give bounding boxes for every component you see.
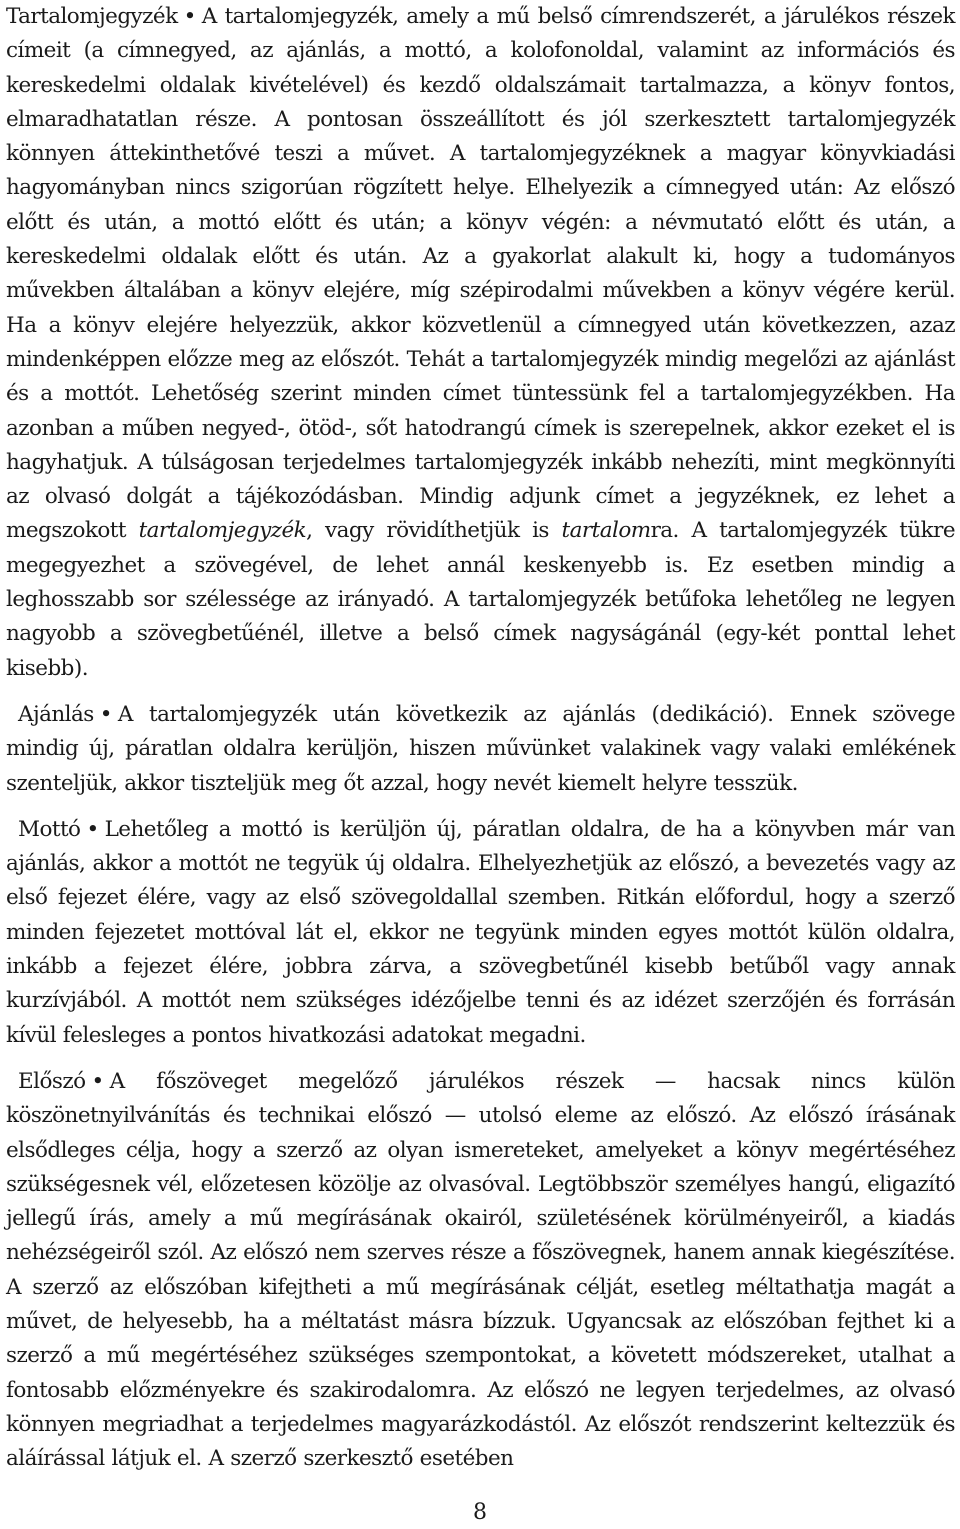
body-text: A tartalomjegyzék után következik az ajánlás (dedikáció). Ennek szövege mindig új, páratlan oldalra kerüljön, hiszen művünket valakinek vagy valaki emlékének szenteljük, akkor tiszteljük meg őt azzal, hogy nevét kiemelt helyre tesszük. (6, 701, 955, 796)
page-number: 8 (473, 1500, 487, 1525)
section-heading: Előszó (18, 1068, 86, 1094)
body-text: ra. A tartalomjegyzék tükre megegyezhet a szövegével, de lehet annál keskenyebb is. Ez esetben mindig a leghosszabb sor szélessége az irányadó. A tartalomjegyzék betűfoka lehetőleg ne legyen nagyobb a szövegbetűénél, illetve a belső címek nagyságánál (egy-két ponttal lehet kisebb). (6, 518, 956, 681)
body-text: Lehetőleg a mottó is kerüljön új, páratlan oldalra, de ha a könyvben már van ajánlás, akkor a mottót ne tegyük új oldalra. Elhelyezhetjük az előszó, a bevezetés vagy az első fejezet élére, vagy az első szövegoldallal szemben. Ritkán előfordul, hogy a szerző minden fejezetet mottóval lát el, ekkor ne tegyünk minden egyes mottót külön oldalra, inkább a fejezet élére, jobbra zárva, a szövegbetűnél kisebb betűből vagy annak kurzívjából. A mottót nem szükséges idézőjelbe tenni és az idézet szerzőjén és forrásán kívül felesleges a pontos hivatkozási adatokat megadni. (6, 816, 955, 1048)
bullet-separator: • (86, 816, 99, 842)
section-tartalomjegyzek (6, 0, 955, 686)
section-eloszo (6, 1065, 955, 1477)
body-text: A tartalomjegyzék, amely a mű belső címrendszerét, a járulékos részek címeit (a címnegyed, az ajánlás, a mottó, a kolofonoldal, valamint az információs és kereskedelmi oldalak kivételével) és kezdő oldalszámait tartalmazza, a könyv fontos, elmaradhatatlan része. A pontosan összeállított és jól szerkesztett tartalomjegyzék könnyen áttekinthetővé teszi a művet. A tartalomjegyzéknek a magyar könyvkiadási hagyományban nincs szigorúan rögzített helye. Elhelyezik a címnegyed után: Az előszó előtt és után, a mottó előtt és után; a könyv végén: a névmutató előtt és után, a kereskedelmi oldalak előtt és után. Az a gyakorlat alakult ki, hogy a tudományos művekben általában a könyv elejére, míg szépirodalmi művekben a könyv végére kerül. Ha a könyv elejére helyezzük, akkor közvetlenül a címnegyed után következzen, azaz mindenképpen előzze meg az előszót. Tehát a tartalomjegyzék mindig megelőzi az ajánlást és a mottót. Lehetőség szerint minden címet tüntessünk fel a tartalomjegyzékben. Ha azonban a műben negyed-, ötöd-, sőt hatodrangú címek is szerepelnek, akkor ezeket el is hagyhatjuk. A túlságosan terjedelmes tartalomjegyzék inkább nehezíti, mint megkönnyíti az olvasó dolgát a tájékozódásban. Mindig adjunk címet a jegyzéknek, ez lehet a megszokott (6, 4, 955, 544)
section-heading: Ajánlás (18, 701, 94, 727)
section-motto (6, 813, 955, 1053)
body-text: A főszöveget megelőző járulékos részek — hacsak nincs külön köszönetnyilvánítás és technikai előszó — utolsó eleme az előszó. Az előszó írásának elsődleges célja, hogy a szerző az olyan ismereteket, amelyeket a könyv megértéséhez szükségesnek vél, előzetesen közölje az olvasóval. Legtöbbször személyes hangú, eligazító jellegű írás, amely a mű megírásának okairól, születésének körülményeiről, a kiadás nehézségeiről szól. Az előszó nem szerves része a főszövegnek, hanem annak kiegészítése. A szerző az előszóban kifejtheti a mű megírásának célját, esetleg méltathatja magát a művet, de helyesebb, ha a méltatást másra bízzuk. Ugyancsak az előszóban fejthet ki a szerző a mű megértéséhez szükséges szempontokat, a követett módszereket, utalhat a fontosabb előzményekre és szakirodalomra. Az előszó ne legyen terjedelmes, az olvasó könnyen megriadhat a terjedelmes magyarázkodástól. Az előszót rendszerint keltezzük és aláírással látjuk el. A szerző szerkesztő esetében (6, 1068, 955, 1472)
section-ajanlas (6, 698, 955, 801)
bullet-separator: • (99, 701, 112, 727)
document-page (6, 0, 955, 1476)
italic-term: tartalomjegyzék (138, 518, 307, 544)
italic-term: tartalom (561, 518, 651, 544)
section-heading: Tartalomjegyzék (6, 4, 178, 29)
bullet-separator: • (91, 1068, 104, 1094)
body-text: , vagy rövidíthetjük is (306, 518, 562, 544)
bullet-separator: • (183, 4, 196, 29)
section-heading: Mottó (18, 816, 81, 842)
